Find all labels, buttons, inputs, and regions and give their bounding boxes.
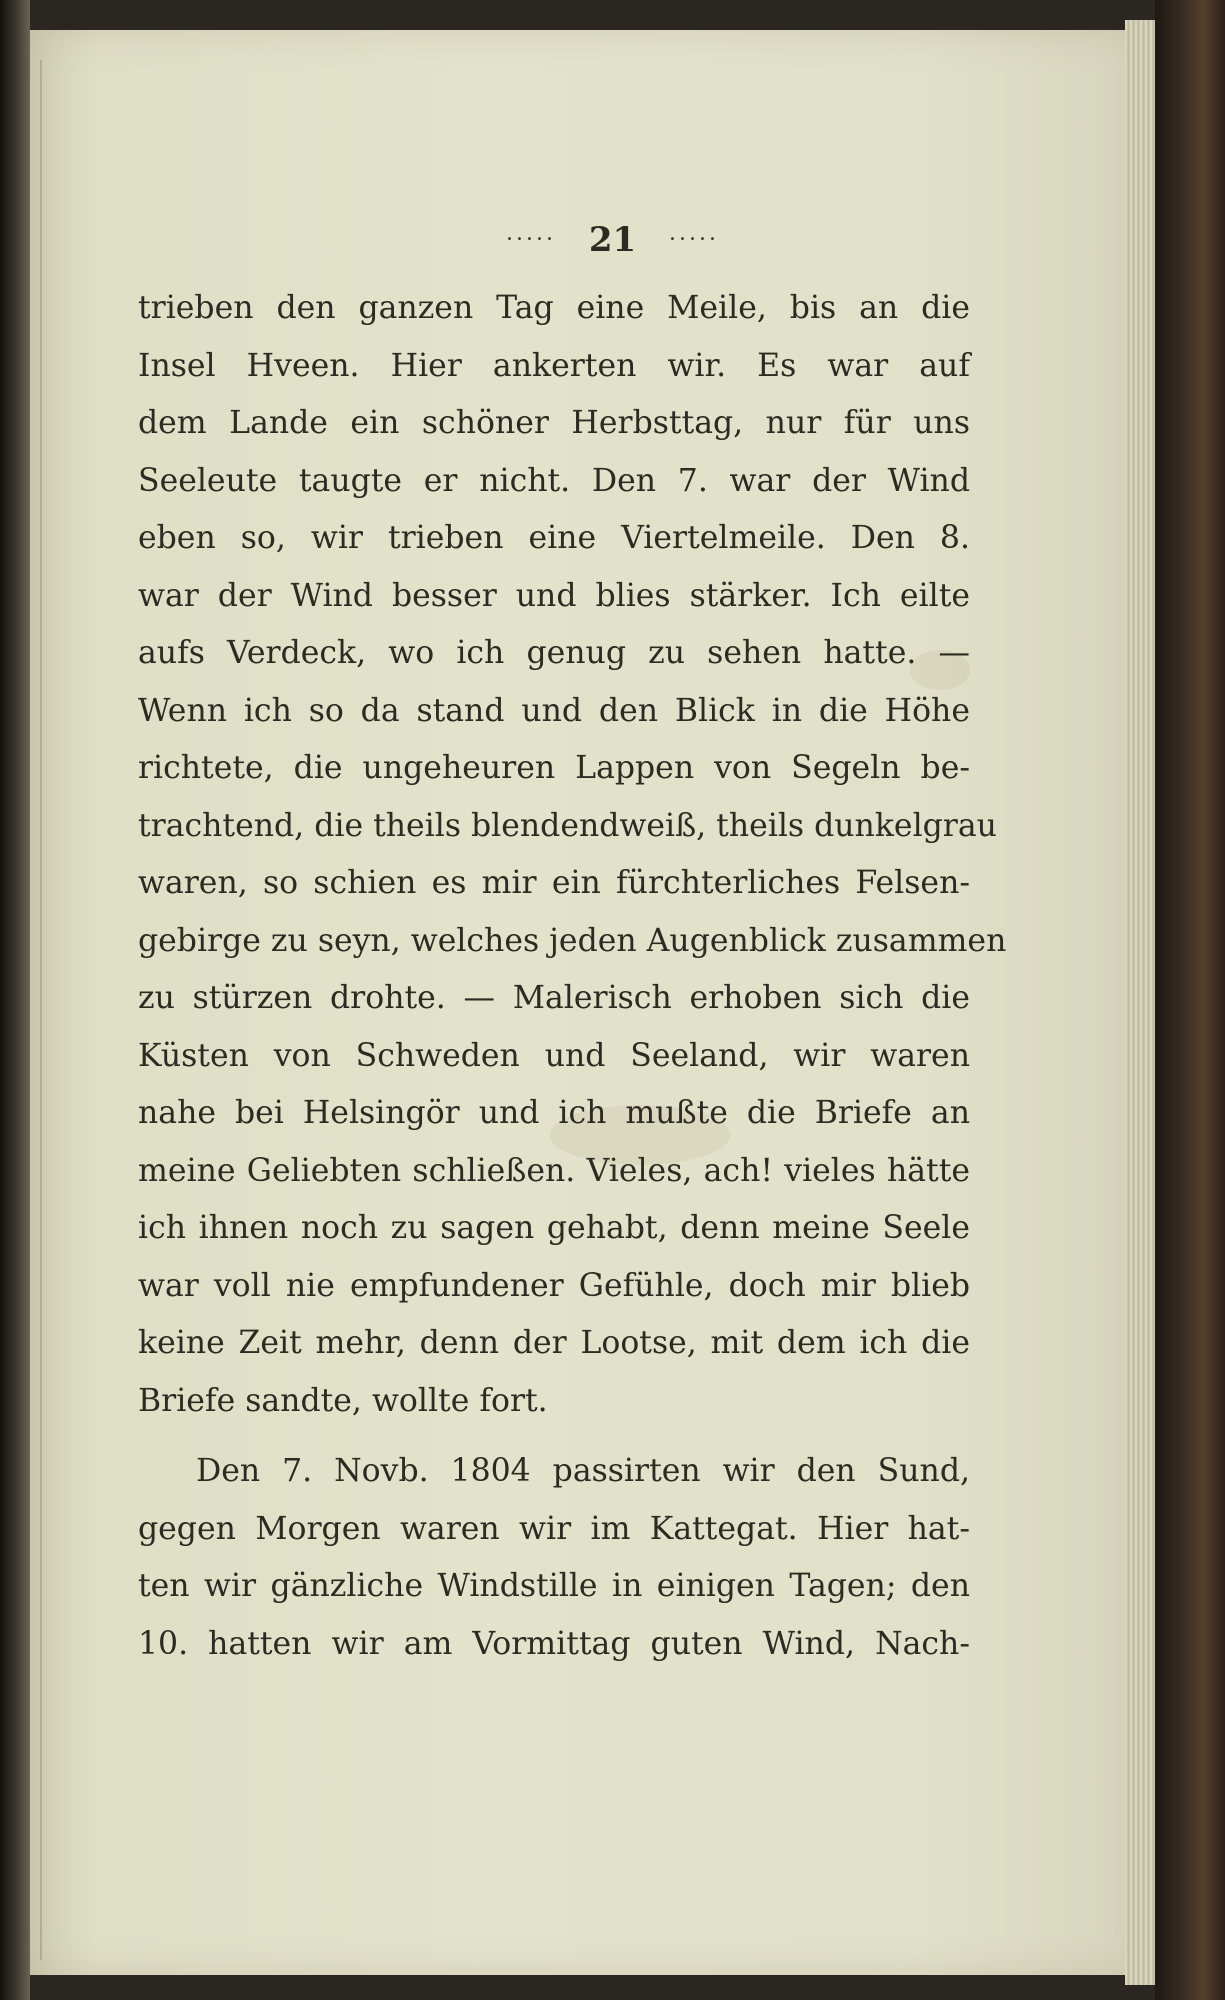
text-line: nahe bei Helsingör und ich mußte die Briefe an: [138, 1095, 970, 1131]
text-line: trieben den ganzen Tag eine Meile, bis an die: [138, 290, 970, 326]
text-line: zu stürzen drohte. — Malerisch erhoben sich die: [138, 980, 970, 1016]
text-line: aufs Verdeck, wo ich genug zu sehen hatte. —: [138, 635, 970, 671]
text-line: war der Wind besser und blies stärker. Ich eilte: [138, 577, 970, 614]
book-cover-right: [1155, 0, 1225, 2000]
text-line: 10. hatten wir am Vormittag guten Wind, Nach-: [138, 1625, 970, 1662]
text-line: trachtend, die theils blendendweiß, theils dunkelgrau: [138, 807, 997, 844]
page-header: [0, 218, 1225, 260]
text-line: Den 7. Novb. 1804 passirten wir den Sund,: [196, 1453, 970, 1489]
text-line: dem Lande ein schöner Herbsttag, nur für uns: [138, 405, 970, 441]
text-line: richtete, die ungeheuren Lappen von Segeln be-: [138, 750, 970, 786]
text-line: Wenn ich so da stand und den Blick in die Höhe: [138, 692, 970, 729]
header-dots-left: ·····: [506, 227, 557, 253]
text-line: ich ihnen noch zu sagen gehabt, denn meine Seele: [138, 1210, 970, 1246]
text-line: Seeleute taugte er nicht. Den 7. war der Wind: [138, 462, 970, 499]
body-text: [138, 280, 1007, 1673]
text-line: Küsten von Schweden und Seeland, wir waren: [138, 1037, 970, 1074]
page-edges: [1125, 20, 1155, 1985]
text-line: meine Geliebten schließen. Vieles, ach! vieles hätte: [138, 1152, 970, 1189]
text-line: eben so, wir trieben eine Viertelmeile. Den 8.: [138, 520, 970, 556]
paragraph-1: [138, 280, 1007, 1430]
text-line: gebirge zu seyn, welches jeden Augenblick zusammen: [138, 922, 1007, 959]
text-line: gegen Morgen waren wir im Kattegat. Hier hat-: [138, 1510, 970, 1547]
gutter-line: [40, 60, 42, 1960]
paragraph-2: [138, 1443, 970, 1673]
text-line: Briefe sandte, wollte fort.: [138, 1382, 548, 1419]
text-line: waren, so schien es mir ein fürchterliches Felsen-: [138, 865, 970, 901]
text-line: ten wir gänzliche Windstille in einigen Tagen; den: [138, 1568, 970, 1604]
header-dots-right: ·····: [668, 227, 719, 253]
book-binding-left: [0, 0, 30, 2000]
text-line: Insel Hveen. Hier ankerten wir. Es war auf: [138, 347, 970, 384]
page-number: 21: [588, 220, 637, 260]
text-line: war voll nie empfundener Gefühle, doch mir blieb: [138, 1267, 970, 1304]
text-line: keine Zeit mehr, denn der Lootse, mit dem ich die: [138, 1325, 970, 1361]
